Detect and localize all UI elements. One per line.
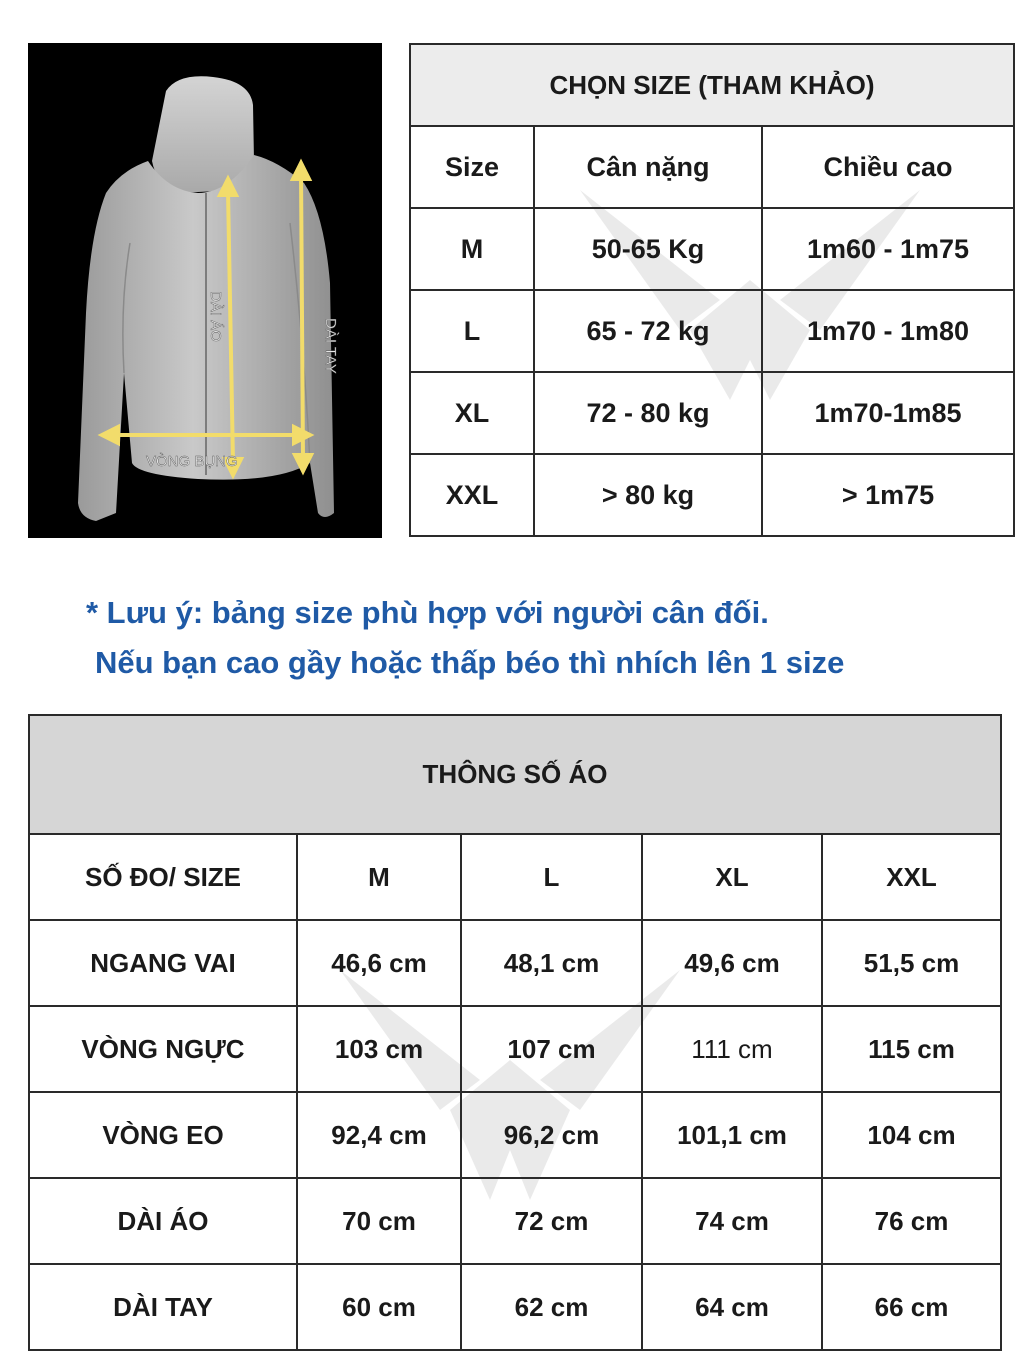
table-cell: 60 cm — [297, 1264, 461, 1350]
table-cell: > 1m75 — [762, 454, 1014, 536]
table-cell: L — [410, 290, 534, 372]
table-header-row — [410, 126, 1014, 208]
table-cell: 48,1 cm — [461, 920, 642, 1006]
table-cell: 104 cm — [822, 1092, 1001, 1178]
table-row — [29, 1178, 1001, 1264]
spec-table-title: THÔNG SỐ ÁO — [29, 715, 1001, 834]
column-header: SỐ ĐO/ SIZE — [29, 834, 297, 920]
note-line-2: Nếu bạn cao gầy hoặc thấp béo thì nhích lên 1 size — [95, 645, 845, 680]
table-cell: 101,1 cm — [642, 1092, 822, 1178]
table-cell: 46,6 cm — [297, 920, 461, 1006]
table-cell: 66 cm — [822, 1264, 1001, 1350]
table-cell: 115 cm — [822, 1006, 1001, 1092]
size-note — [86, 588, 844, 688]
table-cell: XL — [410, 372, 534, 454]
row-label: VÒNG NGỰC — [29, 1006, 297, 1092]
table-cell: M — [410, 208, 534, 290]
table-cell: 92,4 cm — [297, 1092, 461, 1178]
column-header: Size — [410, 126, 534, 208]
table-cell: 1m70 - 1m80 — [762, 290, 1014, 372]
table-cell: 64 cm — [642, 1264, 822, 1350]
table-cell: 107 cm — [461, 1006, 642, 1092]
table-row — [29, 1006, 1001, 1092]
table-row — [29, 1264, 1001, 1350]
table-cell: 1m60 - 1m75 — [762, 208, 1014, 290]
size-table-title: CHỌN SIZE (THAM KHẢO) — [410, 44, 1014, 126]
column-header: XXL — [822, 834, 1001, 920]
table-cell: 51,5 cm — [822, 920, 1001, 1006]
table-row — [410, 208, 1014, 290]
column-header: L — [461, 834, 642, 920]
label-vong-bung: VÒNG BỤNG — [146, 453, 238, 470]
table-cell: > 80 kg — [534, 454, 762, 536]
table-cell: 72 - 80 kg — [534, 372, 762, 454]
table-cell: 50-65 Kg — [534, 208, 762, 290]
table-cell: 70 cm — [297, 1178, 461, 1264]
table-title-row — [410, 44, 1014, 126]
column-header: M — [297, 834, 461, 920]
column-header: Cân nặng — [534, 126, 762, 208]
label-dai-tay: DÀI TAY — [322, 318, 339, 374]
row-label: DÀI TAY — [29, 1264, 297, 1350]
table-cell: 103 cm — [297, 1006, 461, 1092]
table-cell: 1m70-1m85 — [762, 372, 1014, 454]
table-cell: 62 cm — [461, 1264, 642, 1350]
table-row — [410, 454, 1014, 536]
column-header: Chiều cao — [762, 126, 1014, 208]
table-cell: 96,2 cm — [461, 1092, 642, 1178]
label-dai-ao: DÀI ÁO — [207, 291, 224, 342]
garment-spec-table — [28, 714, 1002, 1351]
row-label: DÀI ÁO — [29, 1178, 297, 1264]
table-cell: 49,6 cm — [642, 920, 822, 1006]
hoodie-illustration — [28, 43, 382, 538]
size-guide-table — [409, 43, 1015, 537]
table-cell: 111 cm — [642, 1006, 822, 1092]
row-label: NGANG VAI — [29, 920, 297, 1006]
table-cell: 72 cm — [461, 1178, 642, 1264]
table-cell: 74 cm — [642, 1178, 822, 1264]
table-title-row — [29, 715, 1001, 834]
table-row — [29, 920, 1001, 1006]
table-row — [29, 1092, 1001, 1178]
table-cell: XXL — [410, 454, 534, 536]
table-cell: 76 cm — [822, 1178, 1001, 1264]
row-label: VÒNG EO — [29, 1092, 297, 1178]
table-header-row — [29, 834, 1001, 920]
column-header: XL — [642, 834, 822, 920]
table-row — [410, 372, 1014, 454]
product-photo — [28, 43, 382, 538]
table-cell: 65 - 72 kg — [534, 290, 762, 372]
note-line-1: * Lưu ý: bảng size phù hợp với người cân đối. — [86, 595, 769, 630]
table-row — [410, 290, 1014, 372]
